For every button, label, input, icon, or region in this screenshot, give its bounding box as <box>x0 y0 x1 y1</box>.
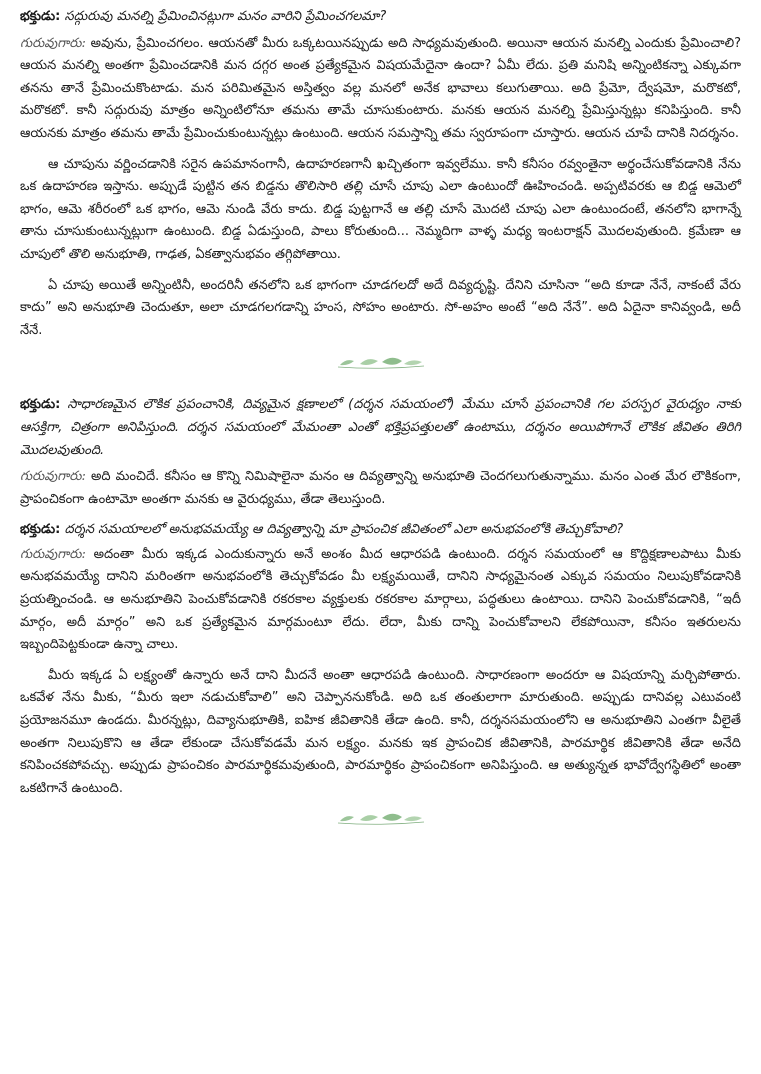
leaf-ornament <box>20 804 741 832</box>
guru-label: గురువుగారు: <box>20 546 86 562</box>
leaf-ornament-icon <box>336 352 426 372</box>
answer-text: అదంతా మీరు ఇక్కడ ఎందుకున్నారు అనే అంశం మీద ఆధారపడి ఉంటుంది. దర్శన సమయంలో ఆ కొద్దిక్షణాలపాటు మీకు అనుభవమయ్యే దానిని మరింతగా అనుభవంలోకి తెచ్చుకోవడం మీ లక్ష్యమయితే, దానిని సాధ్యమైనంత ఎక్కువ సమయం నిలుపుకోవడానికి ప్రయత్నించండి. ఆ అనుభూతిని పెంచుకోవడానికి రకరకాల వ్యక్తులకు రకరకాల మార్గాలు, పద్ధతులు ఉంటాయి. దానిని పెంచుకోవడానికి, “ఇదీ మార్గం, అదీ మార్గం” అని ఒక ప్రత్యేకమైన మార్గమంటూ లేదు. లేదా, మీకు దాన్ని పెంచుకోవాలని లేకపోయినా, కనీసం ఇతరులను ఇబ్బందిపెట్టకుండా ఉన్నా చాలు. <box>20 546 742 653</box>
guru-answer <box>20 544 741 657</box>
guru-label: గురువుగారు: <box>20 469 86 485</box>
section-gap <box>20 376 741 394</box>
answer-paragraph: మీరు ఇక్కడ ఏ లక్ష్యంతో ఉన్నారు అనే దాని మీదనే అంతా ఆధారపడి ఉంటుంది. సాధారణంగా అందరూ ఆ విషయాన్ని మర్చిపోతారు. ఒకవేళ నేను మీకు, “మీరు ఇలా నడుచుకోవాలి” అని చెప్పాననుకోండి. అది ఒక తంతులాగా మారుతుంది. అప్పుడు దానివల్ల ఎటువంటి ప్రయోజనమూ ఉండదు. మీరన్నట్లు, దివ్యానుభూతికి, ఐహిక జీవితానికి తేడా ఉంది. కానీ, దర్శనసమయంలోని ఆ అనుభూతిని ఎంతగా వీలైతే అంతగా నిలుపుకొని ఆ తేడా లేకుండా చేసుకోవడమే మన లక్ష్యం. మనకు ఇక ప్రాపంచిక జీవితానికి, పారమార్థిక జీవితానికి తేడా అనేది కనిపించకపోవచ్చు. అప్పుడు ప్రాపంచికం పారమార్థికమవుతుంది, పారమార్థికం ప్రాపంచికంగా అనిపిస్తుంది. ఆ అత్యున్నత భావోద్వేగస్థితిలో అంతా ఒకటిగానే ఉంటుంది. <box>20 667 741 796</box>
guru-answer <box>20 466 741 511</box>
devotee-label: భక్తుడు: <box>20 9 61 24</box>
answer-paragraph: ఆ చూపును వర్ణించడానికి సరైన ఉపమానంగానీ, ఉదాహరణగానీ ఖచ్చితంగా ఇవ్వలేము. కానీ కనీసం రవ్వంతైనా అర్థంచేసుకోవడానికి నేను ఒక ఉదాహరణ ఇస్తాను. అప్పుడే పుట్టిన తన బిడ్డను తొలిసారి తల్లి చూసే చూపు ఎలా ఉంటుందో ఊహించండి. అప్పటివరకు ఆ బిడ్డ ఆమెలో భాగం, ఆమె శరీరంలో ఒక భాగం, ఆమె నుండి వేరు కాదు. బిడ్డ పుట్టగానే ఆ తల్లి చూసే మొదటి చూపు ఎలా ఉంటుందంటే, తనలోని భాగాన్నే తాను చూసుకుంటున్నట్లుగా ఉంటుంది. బిడ్డ ఏడుస్తుంది, పాలు కోరుతుంది... నెమ్మదిగా వాళ్ళ మధ్య ఇంటరాక్షన్ మొదలవుతుంది. క్రమేణా ఆ చూపులో తొలి అనుభూతి, గాఢత, ఏకత్వానుభవం తగ్గిపోతాయి. <box>20 156 741 262</box>
devotee-question <box>20 6 741 29</box>
answer-paragraph: ఏ చూపు అయితే అన్నింటినీ, అందరినీ తనలోని ఒక భాగంగా చూడగలదో అదే దివ్యదృష్టి. దేనిని చూసినా “అది కూడా నేనే, నాకంటే వేరు కాదు” అని అనుభూతి చెందుతూ, అలా చూడగలగడాన్ని హంస, సోహం అంటారు. సో-అహం అంటే “అది నేనే”. అది ఏదైనా కానివ్వండి, అదీ నేనే. <box>20 277 741 338</box>
question-text: సద్గురువు మనల్ని ప్రేమించినట్లుగా మనం వారిని ప్రేమించగలమా? <box>64 9 387 24</box>
guru-answer <box>20 33 741 146</box>
guru-label: గురువుగారు: <box>20 35 86 51</box>
question-text: దర్శన సమయాలలో అనుభవమయ్యే ఆ దివ్యత్వాన్ని మా ప్రాపంచిక జీవితంలో ఎలా అనుభవంలోకి తెచ్చుకోవాలి? <box>64 522 624 538</box>
devotee-label: భక్తుడు: <box>20 522 61 538</box>
answer-text: అవును, ప్రేమించగలం. ఆయనతో మీరు ఒక్కటయినప్పుడు అది సాధ్యమవుతుంది. అయినా ఆయన మనల్ని ఎందుకు ప్రేమించాలి? ఆయన మనల్ని అంతగా ప్రేమించడానికి మన దగ్గర అంత ప్రత్యేకమైన విషయమేదైనా ఉందా? ఏమీ లేదు. ప్రతి మనిషి అన్నింటికన్నా ఎక్కువగా తనను తానే ప్రేమించుకొంటాడు. మన పరిమితమైన అస్తిత్వం వల్ల మనలో అనేక భావాలు కలుగుతాయి. అది ప్రేమో, ద్వేషమో, మరొకటో, మరొకటో. కానీ సద్గురువు మాత్రం అన్నింటిలోనూ తమను తామే చూసుకుంటారు. మనకు ఆయన మనల్ని ప్రేమిస్తున్నట్లు కనిపిస్తుంది. కానీ ఆయనకు మాత్రం తమను తామే ప్రేమించుకుంటున్నట్లు ఉంటుంది. ఆయన సమస్తాన్ని తమ స్వరూపంగా చూస్తారు. ఆయన చూపే దానికి నిదర్శనం. <box>20 35 741 141</box>
qa-section-3 <box>20 519 741 800</box>
answer-text: అది మంచిదే. కనీసం ఆ కొన్ని నిమిషాలైనా మనం ఆ దివ్యత్వాన్ని అనుభూతి చెందగలుగుతున్నాము. మనం ఎంత మేర లౌకికంగా, ప్రాపంచికంగా ఉంటామో అంతగా మనకు ఆ వైరుధ్యము, తేడా తెలుస్తుంది. <box>20 469 741 507</box>
leaf-ornament-icon <box>336 808 426 828</box>
qa-section-2 <box>20 394 741 511</box>
question-text: సాధారణమైన లౌకిక ప్రపంచానికి, దివ్యమైన క్షణాలలో (దర్శన సమయంలో) మేము చూసే ప్రపంచానికి గల పరస్పర వైరుధ్యం నాకు ఆసక్తిగా, చిత్రంగా అనిపిస్తుంది. దర్శన సమయంలో మేమంతా ఎంతో భక్తిప్రపత్తులతో ఉంటాము, దర్శనం అయిపోగానే లౌకిక జీవితం తిరిగి మొదలవుతుంది. <box>20 397 741 458</box>
qa-section-1 <box>20 6 741 342</box>
devotee-label: భక్తుడు: <box>20 397 61 413</box>
leaf-ornament <box>20 348 741 376</box>
devotee-question <box>20 394 741 462</box>
devotee-question <box>20 519 741 542</box>
